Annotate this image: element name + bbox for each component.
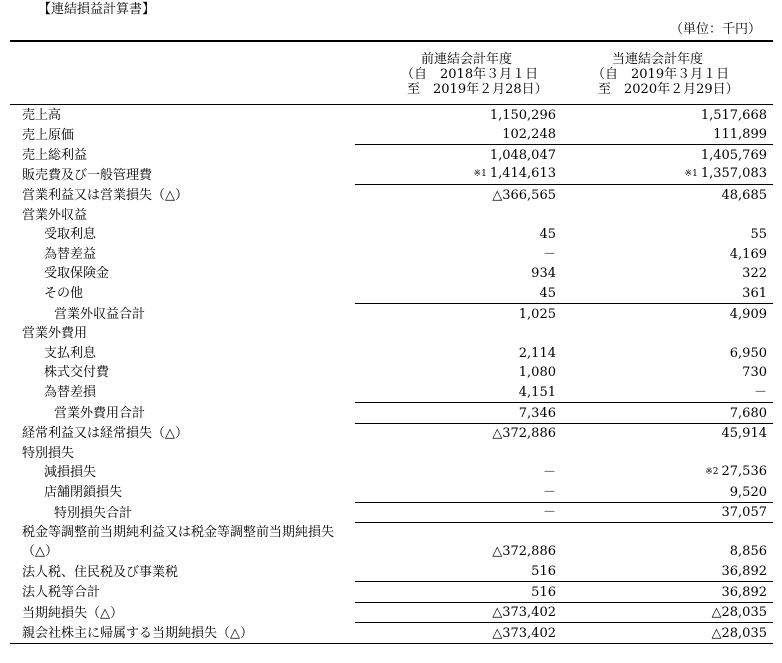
row-impairment-loss (10, 463, 773, 483)
prev-value: △372,886 (492, 544, 556, 560)
curr-value: 322 (742, 266, 767, 282)
row-label: 受取保険金 (44, 266, 110, 282)
prev-value: 1,025 (518, 306, 556, 322)
curr-value: 1,405,769 (700, 147, 767, 163)
curr-value: 111,899 (568, 125, 773, 145)
row-net-loss-parent (10, 623, 773, 644)
curr-value: 27,536 (721, 464, 767, 480)
row-insurance-received (10, 264, 773, 284)
curr-value: 8,856 (729, 544, 767, 560)
row-other-income (10, 283, 773, 303)
curr-value-cell (568, 165, 773, 185)
curr-value: 48,685 (721, 187, 767, 203)
prev-value: － (355, 482, 568, 502)
row-fx-gain (10, 244, 773, 264)
curr-value: 9,520 (568, 482, 773, 502)
header-curr-period (568, 41, 773, 105)
prev-value: 1,414,613 (489, 166, 556, 182)
row-label: 営業外収益 (22, 207, 88, 223)
row-label: 法人税等合計 (22, 585, 101, 601)
row-label: 法人税、住民税及び事業税 (22, 564, 179, 580)
row-fx-loss (10, 382, 773, 402)
prev-period-to: 至 2019年２月28日） (407, 82, 548, 97)
prev-value: － (542, 246, 556, 262)
curr-period-from: （自 2019年３月１日 (592, 67, 730, 82)
prev-value: 7,346 (355, 402, 568, 423)
curr-value: △28,035 (568, 602, 773, 623)
note-mark: ※2 (705, 467, 719, 478)
row-label: 支払利息 (44, 345, 97, 361)
row-label: 営業利益又は営業損失（△） (22, 187, 188, 203)
row-label: 売上原価 (22, 127, 75, 143)
prev-value: 1,150,296 (489, 107, 556, 123)
curr-value (568, 324, 773, 344)
prev-value: 516 (355, 561, 568, 581)
note-mark: ※1 (684, 169, 698, 180)
curr-value: － (568, 382, 773, 402)
row-label: 親会社株主に帰属する当期純損失（△） (10, 623, 355, 644)
row-income-before-taxes (10, 523, 773, 562)
statement-title: 【連結損益計算書】 (38, 2, 156, 17)
row-income-taxes-total (10, 582, 773, 603)
curr-value: 55 (750, 227, 767, 243)
curr-value: 36,892 (568, 561, 773, 581)
row-non-operating-expenses-total (10, 402, 773, 423)
row-label: 為替差損 (44, 385, 97, 401)
row-sga (10, 165, 773, 185)
prev-value (355, 324, 568, 344)
unit-label: （単位：千円） (669, 22, 761, 37)
header-label-cell (10, 41, 355, 105)
row-label: 当期純損失（△） (22, 605, 123, 621)
row-label: 特別損失合計 (54, 505, 133, 521)
prev-value: 1,048,047 (489, 147, 556, 163)
curr-value (568, 443, 773, 463)
row-stock-issuance-cost (10, 363, 773, 383)
prev-value: 934 (531, 266, 556, 282)
row-interest-income (10, 225, 773, 245)
curr-value: 4,909 (729, 306, 767, 322)
curr-value: 6,950 (729, 345, 767, 361)
prev-value: － (542, 465, 556, 481)
row-extraordinary-losses-total (10, 502, 773, 523)
prev-value: △372,886 (492, 426, 556, 442)
prev-value (355, 443, 568, 463)
prev-period-name: 前連結会計年度 (421, 52, 513, 67)
row-label: 受取利息 (44, 227, 97, 243)
curr-value (568, 205, 773, 225)
row-label: 営業外費用 (22, 326, 88, 342)
row-net-sales (10, 105, 773, 125)
row-non-operating-expenses-header (10, 324, 773, 344)
row-label: 売上高 (22, 107, 62, 123)
prev-value: 516 (355, 582, 568, 603)
prev-value: － (355, 502, 568, 523)
row-store-closure-loss (10, 482, 773, 502)
prev-value: 2,114 (518, 345, 556, 361)
curr-value: 730 (742, 365, 767, 381)
prev-value: 102,248 (355, 125, 568, 145)
curr-period-name: 当連結会計年度 (612, 52, 704, 67)
row-label: その他 (44, 286, 84, 302)
curr-value: 4,169 (729, 246, 767, 262)
row-net-loss (10, 602, 773, 623)
row-label: 税金等調整前当期純利益又は税金等調整前当期純損失（△） (22, 525, 335, 560)
row-label: 減損損失 (44, 465, 97, 481)
curr-value: 37,057 (568, 502, 773, 523)
row-ordinary-income (10, 423, 773, 443)
row-label: 店舗閉鎖損失 (44, 485, 123, 501)
header-row (10, 41, 773, 105)
row-extraordinary-losses-header (10, 443, 773, 463)
row-label: 株式交付費 (44, 365, 110, 381)
prev-value (355, 205, 568, 225)
row-label: 為替差益 (44, 246, 97, 262)
row-interest-expense (10, 343, 773, 363)
row-operating-income (10, 185, 773, 205)
curr-value: △28,035 (568, 623, 773, 644)
row-non-operating-income-header (10, 205, 773, 225)
curr-value: 36,892 (568, 582, 773, 603)
note-mark: ※1 (473, 169, 487, 180)
prev-value: △366,565 (492, 187, 556, 203)
prev-value: △373,402 (355, 623, 568, 644)
curr-value: 1,357,083 (700, 166, 767, 182)
prev-value: 1,080 (518, 365, 556, 381)
income-statement-table (10, 40, 773, 644)
prev-value: 4,151 (355, 382, 568, 402)
row-label: 特別損失 (22, 445, 75, 461)
curr-value: 45,914 (721, 426, 767, 442)
prev-value: △373,402 (355, 602, 568, 623)
row-label: 売上総利益 (22, 147, 88, 163)
header-prev-period (355, 41, 568, 105)
prev-period-from: （自 2018年３月１日 (401, 67, 539, 82)
prev-value-cell (355, 165, 568, 185)
row-non-operating-income-total (10, 303, 773, 323)
row-cost-of-sales (10, 125, 773, 145)
row-label: 営業外収益合計 (54, 306, 146, 322)
prev-value: 45 (355, 283, 568, 303)
row-label: 経常利益又は経常損失（△） (22, 426, 188, 442)
curr-value-cell (568, 463, 773, 483)
row-label: 販売費及び一般管理費 (22, 167, 153, 183)
row-label: 営業外費用合計 (54, 406, 146, 421)
curr-value: 361 (568, 283, 773, 303)
prev-value: 45 (539, 227, 556, 243)
curr-period-to: 至 2020年２月29日） (598, 82, 739, 97)
row-gross-profit (10, 145, 773, 165)
curr-value: 1,517,668 (700, 107, 767, 123)
curr-value: 7,680 (568, 402, 773, 423)
row-income-taxes (10, 561, 773, 581)
